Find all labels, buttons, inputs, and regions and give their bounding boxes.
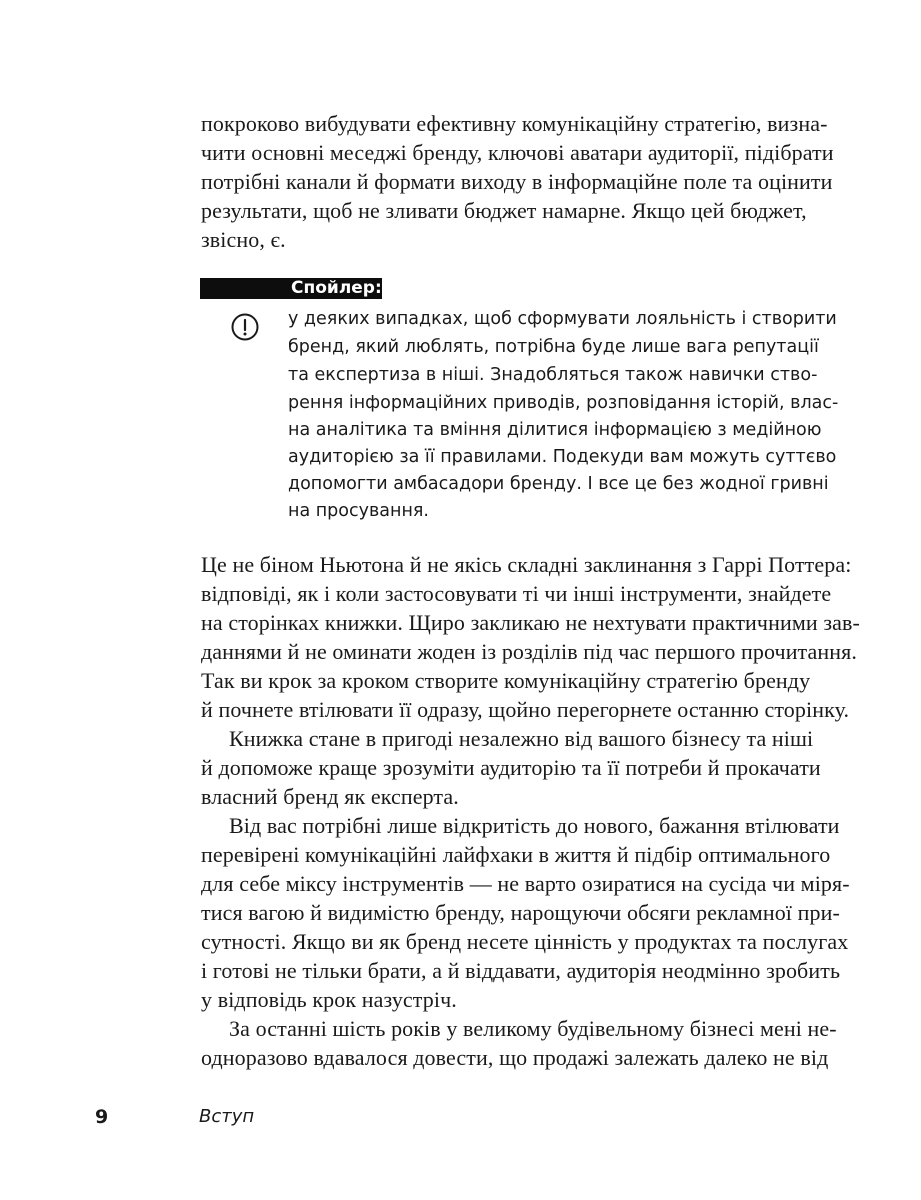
text-line: сутності. Якщо ви як бренд несете цінність у продуктах та послугах bbox=[201, 929, 849, 954]
text-line: Так ви крок за кроком створите комунікаційну стратегію бренду bbox=[201, 668, 811, 693]
spoiler-label: Спойлер: bbox=[291, 278, 382, 298]
text-line: чити основні меседжі бренду, ключові аватари аудиторії, підібрати bbox=[201, 140, 834, 165]
text-line: й допоможе краще зрозуміти аудиторію та її потреби й прокачати bbox=[201, 755, 821, 780]
text-line: даннями й не оминати жоден із розділів під час першого прочитання. bbox=[201, 639, 857, 664]
spoiler-text-line: аудиторією за її правилами. Подекуди вам можуть суттєво bbox=[288, 447, 837, 467]
exclamation-circle-icon bbox=[230, 312, 260, 342]
spoiler-text-line: на аналітика та вміння ділитися інформацією з медійною bbox=[288, 420, 822, 440]
text-line: Це не біном Ньютона й не якісь складні заклинання з Гаррі Поттера: bbox=[201, 552, 852, 577]
text-line: для себе міксу інструментів — не варто озиратися на сусіда чи міря- bbox=[201, 871, 850, 896]
text-line: на сторінках книжки. Щиро закликаю не нехтувати практичними зав- bbox=[201, 610, 860, 635]
text-line: звісно, є. bbox=[201, 227, 286, 252]
text-line: потрібні канали й формати виходу в інформаційне поле та оцінити bbox=[201, 169, 833, 194]
spoiler-text-line: рення інформаційних приводів, розповідання історій, влас- bbox=[288, 393, 839, 413]
text-line: власний бренд як експерта. bbox=[201, 784, 459, 809]
spoiler-text-line: у деяких випадках, щоб сформувати лояльність і створити bbox=[288, 309, 837, 329]
text-line: покроково вибудувати ефективну комунікаційну стратегію, визна- bbox=[201, 111, 828, 136]
text-line: результати, щоб не зливати бюджет намарне. Якщо цей бюджет, bbox=[201, 198, 807, 223]
text-line: перевірені комунікаційні лайфхаки в життя й підбір оптимального bbox=[201, 842, 831, 867]
text-line: й почнете втілювати її одразу, щойно перегорнете останню сторінку. bbox=[201, 697, 850, 722]
page-number: 9 bbox=[95, 1106, 109, 1128]
text-line: і готові не тільки брати, а й віддавати, аудиторія неодмінно зробить bbox=[201, 958, 841, 983]
spoiler-text-line: допомогти амбасадори бренду. І все це без жодної гривні bbox=[288, 474, 829, 494]
running-head: Вступ bbox=[199, 1106, 255, 1127]
text-line: Від вас потрібні лише відкритість до нового, бажання втілювати bbox=[229, 813, 840, 838]
spoiler-text-line: та експертиза в ніші. Знадобляться також навички ство- bbox=[288, 365, 818, 385]
spoiler-text-line: на просування. bbox=[288, 501, 429, 521]
text-line: За останні шість років у великому будівельному бізнесі мені не- bbox=[229, 1016, 837, 1041]
spoiler-text-line: бренд, який люблять, потрібна буде лише вага репутації bbox=[288, 337, 819, 357]
text-line: відповіді, як і коли застосовувати ті чи інші інструменти, знайдете bbox=[201, 581, 832, 606]
text-line: тися вагою й видимістю бренду, нарощуючи обсяги рекламної при- bbox=[201, 900, 840, 925]
text-line: у відповідь крок назустріч. bbox=[201, 987, 457, 1012]
text-line: Книжка стане в пригоді незалежно від вашого бізнесу та ніші bbox=[229, 726, 814, 751]
text-line: одноразово вдавалося довести, що продажі залежать далеко не від bbox=[201, 1045, 829, 1070]
